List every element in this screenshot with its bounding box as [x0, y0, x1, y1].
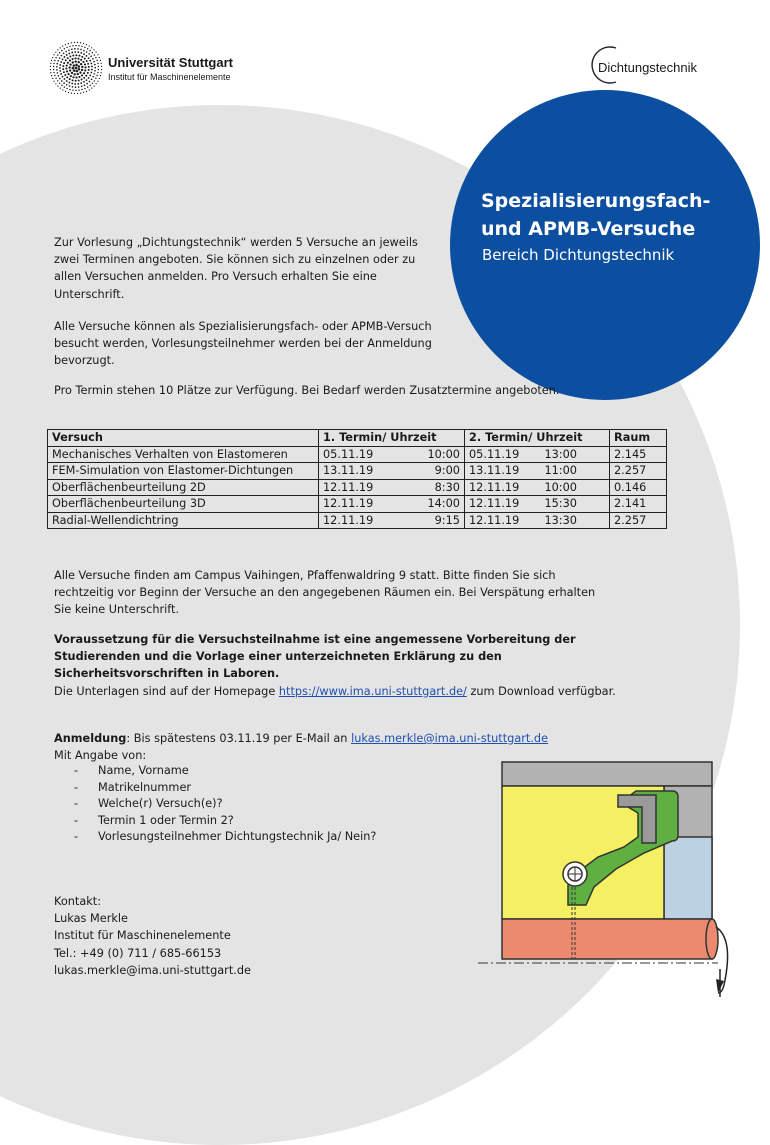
cell-versuch: Radial-Wellendichtring: [48, 512, 319, 529]
table-row: [48, 446, 667, 463]
homepage-link[interactable]: https://www.ima.uni-stuttgart.de/: [278, 684, 467, 698]
cell-date: 12.11.19: [469, 480, 520, 494]
cell-date: 12.11.19: [469, 513, 520, 527]
intro-paragraph-2: Alle Versuche können als Spezialisierungsfach- oder APMB-Versuch besucht werden, Vorlesungsteilnehmer werden bei der Anmeldung bevorzugt.: [54, 320, 432, 368]
contact-phone: Tel.: +49 (0) 711 / 685-66153: [54, 946, 222, 960]
cell-date: 12.11.19: [323, 513, 374, 527]
requirements-text: Die Unterlagen sind auf der Homepage: [54, 684, 279, 698]
cell-time: 15:30: [544, 497, 577, 510]
table-row: [48, 479, 667, 496]
banner-title-line2: und APMB-Versuche: [481, 218, 696, 240]
list-item: - Matrikelnummer: [54, 780, 376, 797]
list-item: - Welche(r) Versuch(e)?: [54, 796, 376, 813]
cell-time: 10:00: [427, 447, 460, 461]
requirements-paragraph: [54, 631, 634, 700]
dichtungstechnik-logo-text: Dichtungstechnik: [598, 60, 697, 75]
registration-email-link[interactable]: lukas.merkle@ima.uni-stuttgart.de: [351, 732, 549, 745]
contact-label: Kontakt:: [54, 895, 102, 908]
header-termin-2: 2. Termin/ Uhrzeit: [465, 430, 610, 447]
cell-termin-2: [465, 479, 610, 496]
cell-time: 13:00: [544, 447, 577, 461]
list-item: - Name, Vorname: [54, 763, 376, 780]
cell-time: 8:30: [434, 480, 460, 494]
institute-name: Institut für Maschinenelemente: [108, 72, 231, 82]
list-item: - Vorlesungsteilnehmer Dichtungstechnik Ja/ Nein?: [54, 829, 376, 846]
contact-institute: Institut für Maschinenelemente: [54, 929, 231, 943]
university-logo-icon: [48, 40, 104, 96]
location-paragraph: Alle Versuche finden am Campus Vaihingen, Pfaffenwaldring 9 statt. Bitte finden Sie sich rechtzeitig vor Beginn der Versuche an den angegebenen Räumen ein. Bei Verspätung erhalten Sie keine Unterschrift.: [54, 569, 596, 617]
cell-date: 13.11.19: [323, 464, 374, 477]
cell-raum: 0.146: [610, 479, 667, 496]
table-row: [48, 496, 667, 513]
cell-versuch: Oberflächenbeurteilung 2D: [48, 479, 319, 496]
header-raum: Raum: [610, 430, 667, 447]
banner-title-line1: Spezialisierungsfach-: [481, 190, 711, 212]
header-termin-1: 1. Termin/ Uhrzeit: [319, 430, 465, 447]
cell-time: 14:00: [427, 497, 460, 510]
cell-time: 11:00: [544, 464, 577, 477]
cell-raum: 2.145: [610, 446, 667, 463]
registration-with-info: Mit Angabe von:: [54, 749, 147, 763]
requirements-bold-text: Voraussetzung für die Versuchsteilnahme ist eine angemessene Vorbereitung der Studierenden und die Vorlage einer unterzeichneten Erklärung zu den Sicherheitsvorschriften in Laboren.: [54, 633, 576, 681]
cell-versuch: Oberflächenbeurteilung 3D: [48, 496, 319, 513]
registration-info-list: [54, 763, 376, 846]
cell-time: 9:00: [434, 464, 460, 477]
university-name: Universität Stuttgart: [108, 55, 233, 70]
cell-date: 05.11.19: [323, 447, 374, 461]
requirements-text-after: zum Download verfügbar.: [466, 684, 616, 698]
cell-raum: 2.257: [610, 463, 667, 480]
cell-termin-2: [465, 512, 610, 529]
list-item: - Termin 1 oder Termin 2?: [54, 813, 376, 830]
cell-versuch: Mechanisches Verhalten von Elastomeren: [48, 446, 319, 463]
header-versuch: Versuch: [48, 430, 319, 447]
cell-time: 13:30: [544, 513, 577, 527]
cell-raum: 2.141: [610, 496, 667, 513]
radial-shaft-seal-icon: [478, 757, 740, 1004]
cell-termin-2: [465, 446, 610, 463]
contact-name: Lukas Merkle: [54, 912, 128, 926]
table-row: [48, 512, 667, 529]
cell-date: 12.11.19: [469, 497, 520, 510]
cell-time: 10:00: [544, 480, 577, 494]
cell-termin-1: [319, 463, 465, 480]
banner-title: [481, 187, 751, 243]
cell-termin-1: [319, 446, 465, 463]
table-row: [48, 463, 667, 480]
cell-termin-1: [319, 496, 465, 513]
registration-label: Anmeldung: [54, 732, 127, 745]
banner-subtitle: Bereich Dichtungstechnik: [482, 246, 675, 264]
cell-termin-1: [319, 479, 465, 496]
cell-date: 12.11.19: [323, 480, 374, 494]
contact-block: [54, 893, 354, 979]
cell-raum: 2.257: [610, 512, 667, 529]
schedule-table: [47, 429, 667, 529]
cell-date: 13.11.19: [469, 464, 520, 477]
cell-date: 05.11.19: [469, 447, 520, 461]
cell-termin-1: [319, 512, 465, 529]
cell-termin-2: [465, 496, 610, 513]
contact-email: lukas.merkle@ima.uni-stuttgart.de: [54, 963, 251, 977]
cell-versuch: FEM-Simulation von Elastomer-Dichtungen: [48, 463, 319, 480]
registration-text: : Bis spätestens 03.11.19 per E-Mail an: [126, 732, 352, 745]
table-header-row: [48, 430, 667, 447]
cell-termin-2: [465, 463, 610, 480]
intro-paragraph-3: Pro Termin stehen 10 Plätze zur Verfügung. Bei Bedarf werden Zusatztermine angeboten.: [54, 384, 560, 397]
intro-paragraph-1: Zur Vorlesung „Dichtungstechnik“ werden 5 Versuche an jeweils zwei Terminen angeboten. Sie können sich zu einzelnen oder zu allen Versuchen anmelden. Pro Versuch erhalten Sie eine Unterschrift.: [54, 236, 418, 301]
cell-date: 12.11.19: [323, 497, 374, 510]
cell-time: 9:15: [434, 513, 460, 527]
